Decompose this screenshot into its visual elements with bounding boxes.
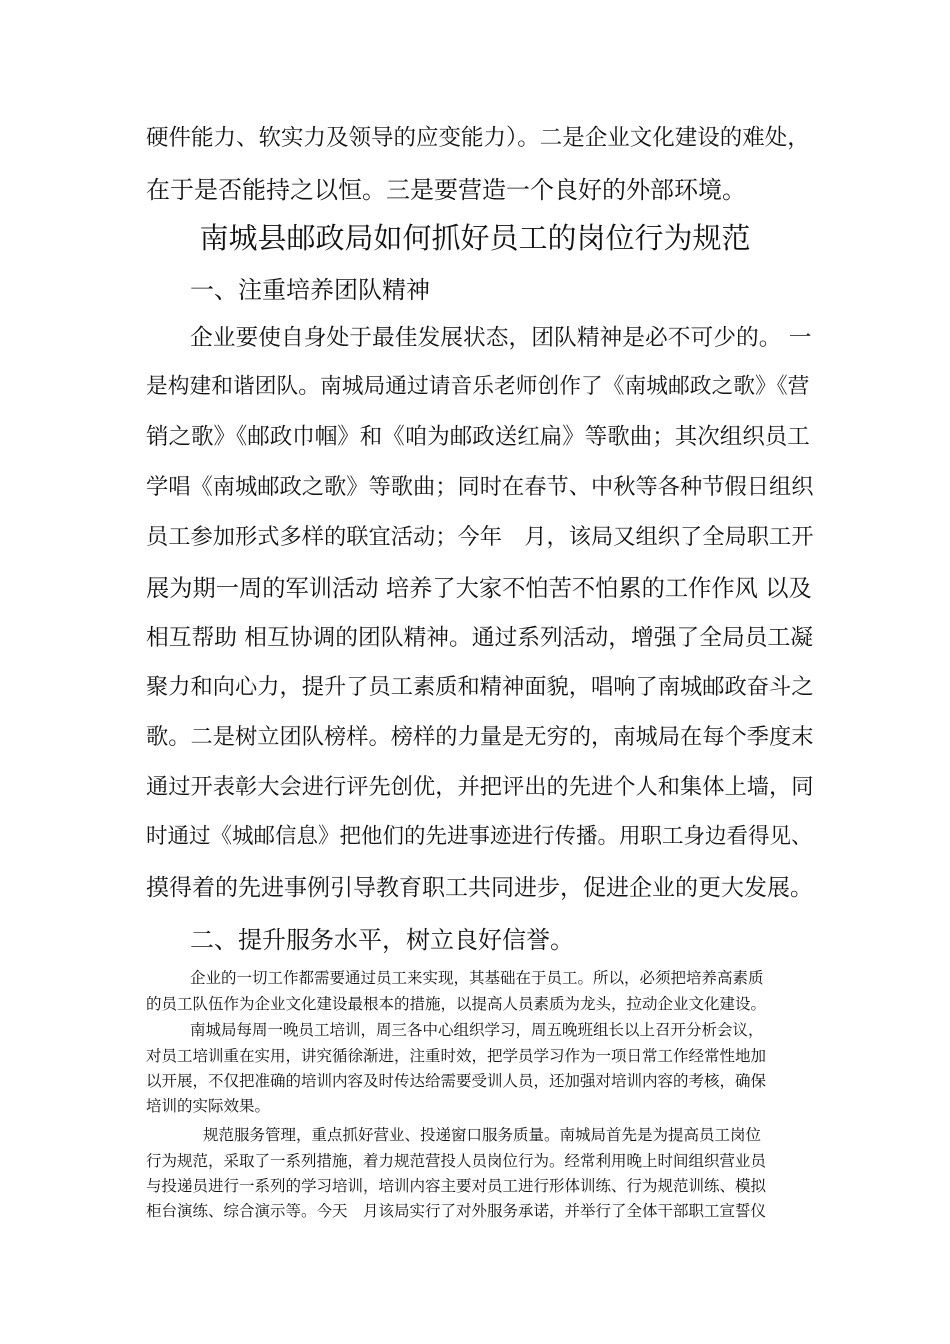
document-title: 南城县邮政局如何抓好员工的岗位行为规范 bbox=[199, 221, 751, 255]
paragraph-line: 摸得着的先进事例引导教育职工共同进步，促进企业的更大发展。 bbox=[146, 875, 813, 901]
section-heading-1: 一、注重培养团队精神 bbox=[190, 276, 430, 304]
paragraph-line: 是构建和谐团队。南城局通过请音乐老师创作了《南城邮政之歌》《营 bbox=[146, 374, 810, 399]
small-paragraph-line: 以开展，不仅把准确的培训内容及时传达给需要受训人员，还加强对培训内容的考核，确保 bbox=[146, 1072, 767, 1090]
paragraph-line: 销之歌》《邮政巾帼》和《咱为邮政送红扁》等歌曲；其次组织员工 bbox=[146, 424, 810, 450]
paragraph-line: 通过开表彰大会进行评先创优，并把评出的先进个人和集体上墙，同 bbox=[146, 774, 814, 800]
small-paragraph-line: 与投递员进行一系列的学习培训，培训内容主要对员工进行形体训练、行为规范训练、模拟 bbox=[146, 1177, 767, 1195]
section-heading-2: 二、提升服务水平，树立良好信誉。 bbox=[190, 926, 574, 954]
paragraph-line: 员工参加形式多样的联宜活动；今年 月，该局又组织了全局职工开 bbox=[146, 524, 814, 550]
paragraph-line: 相互帮助 相互协调的团队精神。通过系列活动，增强了全局员工凝 bbox=[146, 625, 813, 651]
small-paragraph-line: 南城局每周一晚员工培训，周三各中心组织学习，周五晚班组长以上召开分析会议， bbox=[190, 1021, 764, 1039]
paragraph-line: 时通过《城邮信息》把他们的先进事迹进行传播。用职工身边看得见、 bbox=[146, 824, 813, 849]
small-paragraph-line: 培训的实际效果。 bbox=[146, 1097, 271, 1115]
small-paragraph-line: 规范服务管理，重点抓好营业、投递窗口服务质量。南城局首先是为提高员工岗位 bbox=[203, 1126, 762, 1144]
paragraph-line: 聚力和向心力，提升了员工素质和精神面貌，唱响了南城邮政奋斗之 bbox=[146, 674, 814, 700]
paragraph-line: 硬件能力、软实力及领导的应变能力）。二是企业文化建设的难处， bbox=[146, 125, 810, 151]
small-paragraph-line: 对员工培训重在实用，讲究循徐渐进，注重时效，把学员学习作为一项日常工作经常性地加 bbox=[146, 1047, 767, 1065]
paragraph-line: 在于是否能持之以恒。三是要营造一个良好的外部环境。 bbox=[146, 176, 746, 204]
small-paragraph-line: 柜台演练、综合演示等。今天 月该局实行了对外服务承诺，并举行了全体干部职工宣誓仪 bbox=[146, 1202, 767, 1220]
small-paragraph-line: 的员工队伍作为企业文化建设最根本的措施，以提高人员素质为龙头，拉动企业文化建设。 bbox=[146, 995, 767, 1013]
small-paragraph-line: 企业的一切工作都需要通过员工来实现，其基础在于员工。所以，必须把培养高素质 bbox=[190, 969, 764, 987]
paragraph-line: 学唱《南城邮政之歌》等歌曲；同时在春节、中秋等各种节假日组织 bbox=[146, 474, 814, 500]
small-paragraph-line: 行为规范，采取了一系列措施，着力规范营投人员岗位行为。经常利用晚上时间组织营业员 bbox=[146, 1152, 767, 1170]
paragraph-line: 展为期一周的军训活动 培养了大家不怕苦不怕累的工作作风 以及 bbox=[146, 575, 812, 602]
paragraph-line: 歌。二是树立团队榜样。榜样的力量是无穷的，南城局在每个季度末 bbox=[146, 724, 814, 750]
paragraph-line: 企业要使自身处于最佳发展状态，团队精神是必不可少的。 一 bbox=[190, 325, 812, 351]
